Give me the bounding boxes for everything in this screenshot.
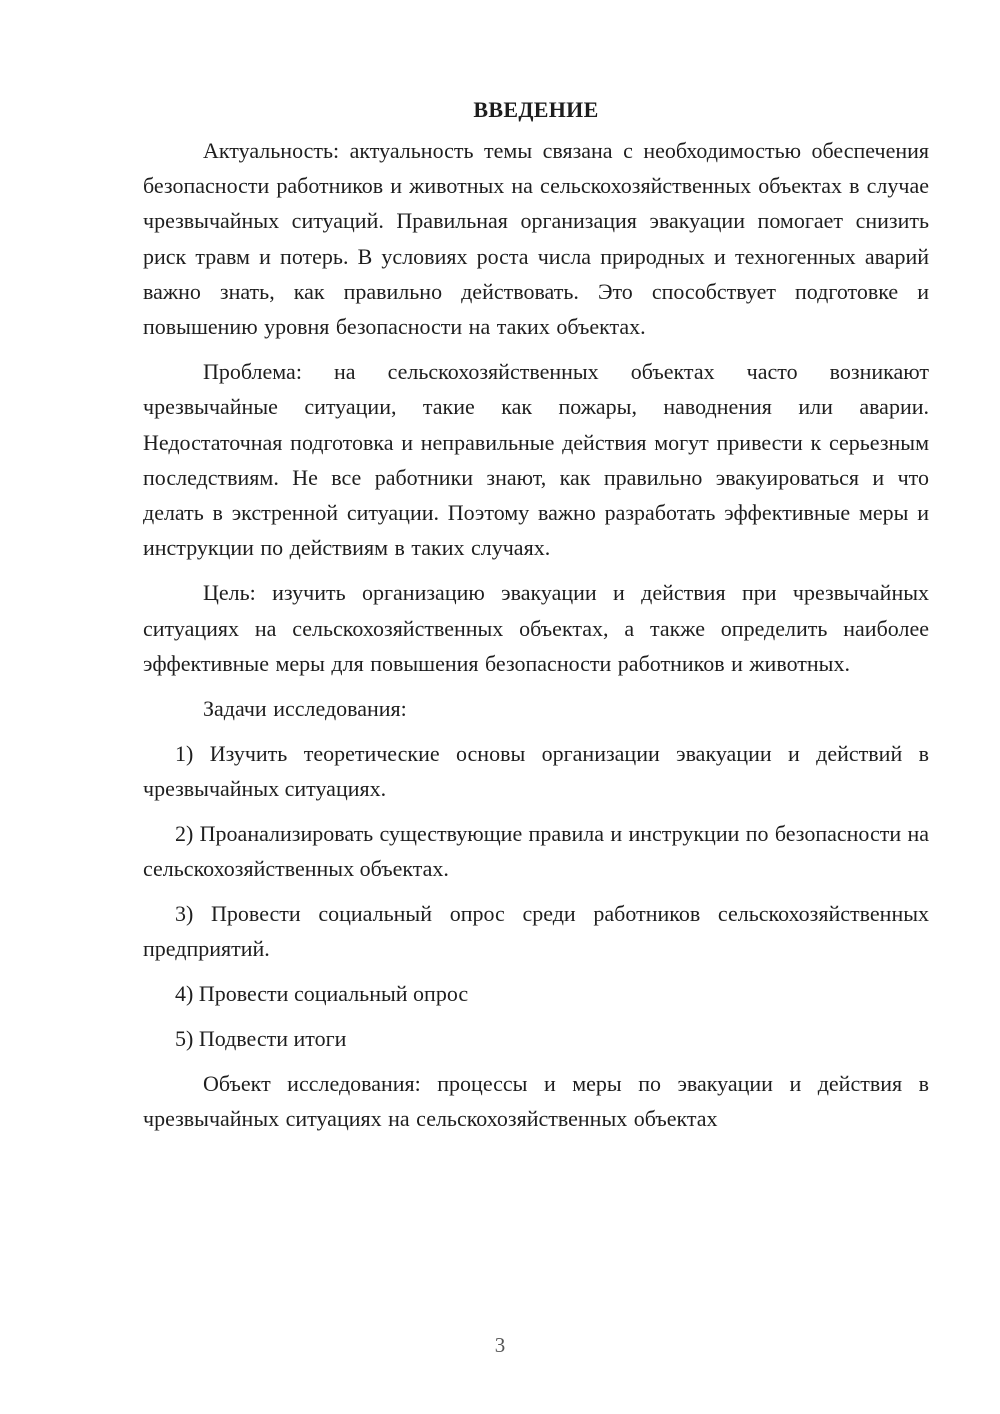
paragraph-tasks-heading: Задачи исследования:	[203, 696, 407, 722]
task-item-2: 2) Проанализировать существующие правила и инструкции по безопасности на сельскохозяйственных объектах.	[143, 821, 929, 882]
section-title: ВВЕДЕНИЕ	[473, 97, 599, 122]
page-number: 3	[494, 1333, 506, 1357]
paragraph-problem: Проблема: на сельскохозяйственных объектах часто возникают чрезвычайные ситуации, такие как пожары, наводнения или аварии. Недостаточная подготовка и неправильные действия могут привести к серьезным последствиям. Не все работники знают, как правильно эвакуироваться и что делать в экстренной ситуации. Поэтому важно разработать эффективные меры и инструкции по действиям в таких случаях.	[143, 359, 929, 561]
task-item-5: 5) Подвести итоги	[175, 1026, 347, 1052]
task-item-3: 3) Провести социальный опрос среди работников сельскохозяйственных предприятий.	[143, 901, 929, 962]
paragraph-goal: Цель: изучить организацию эвакуации и действия при чрезвычайных ситуациях на сельскохозяйственных объектах, а также определить наиболее эффективные меры для повышения безопасности работников и животных.	[143, 580, 929, 676]
document-page	[143, 92, 929, 1147]
paragraph-relevance: Актуальность: актуальность темы связана с необходимостью обеспечения безопасности работников и животных на сельскохозяйственных объектах в случае чрезвычайных ситуаций. Правильная организация эвакуации помогает снизить риск травм и потерь. В условиях роста числа природных и техногенных аварий важно знать, как правильно действовать. Это способствует подготовке и повышению уровня безопасности на таких объектах.	[143, 138, 929, 340]
task-item-1: 1) Изучить теоретические основы организации эвакуации и действий в чрезвычайных ситуациях.	[143, 741, 929, 802]
paragraph-object: Объект исследования: процессы и меры по эвакуации и действия в чрезвычайных ситуациях на сельскохозяйственных объектах	[143, 1071, 929, 1132]
task-item-4: 4) Провести социальный опрос	[175, 981, 469, 1007]
